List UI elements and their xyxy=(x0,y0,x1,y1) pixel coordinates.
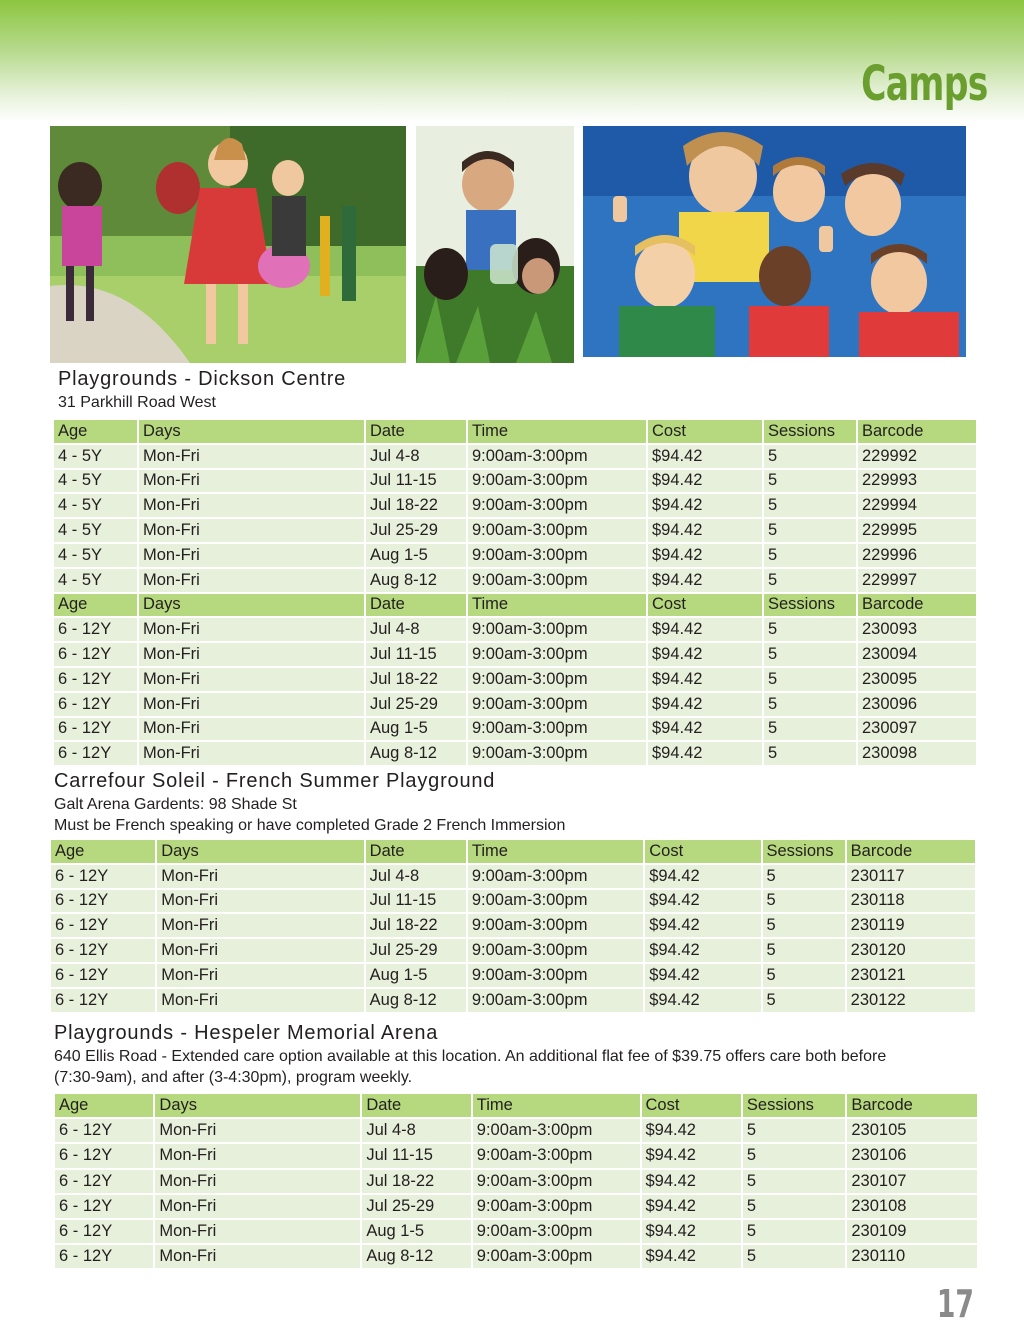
cell-age: 4 - 5Y xyxy=(54,569,137,592)
header-cell-barcode: Barcode xyxy=(858,420,976,443)
cell-barcode: 229995 xyxy=(858,519,976,542)
cell-cost: $94.42 xyxy=(648,445,762,468)
cell-sessions: 5 xyxy=(743,1245,845,1268)
cell-cost: $94.42 xyxy=(648,519,762,542)
header-cell-sessions: Sessions xyxy=(764,420,856,443)
header-cell-days: Days xyxy=(139,594,364,617)
cell-sessions: 5 xyxy=(743,1170,845,1193)
cell-barcode: 230110 xyxy=(847,1245,977,1268)
cell-barcode: 229992 xyxy=(858,445,976,468)
cell-time: 9:00am-3:00pm xyxy=(473,1195,640,1218)
cell-age: 6 - 12Y xyxy=(54,668,137,691)
table-row xyxy=(54,445,976,468)
cell-cost: $94.42 xyxy=(648,569,762,592)
cell-days: Mon-Fri xyxy=(155,1245,360,1268)
cell-days: Mon-Fri xyxy=(139,569,364,592)
cell-sessions: 5 xyxy=(763,890,845,913)
section-title-dickson: Playgrounds - Dickson Centre xyxy=(58,368,347,390)
cell-age: 6 - 12Y xyxy=(54,718,137,741)
table-row xyxy=(55,1220,977,1243)
cell-time: 9:00am-3:00pm xyxy=(468,445,646,468)
cell-time: 9:00am-3:00pm xyxy=(468,643,646,666)
header-cell-time: Time xyxy=(468,420,646,443)
table-row xyxy=(54,668,976,691)
cell-sessions: 5 xyxy=(764,643,856,666)
cell-barcode: 230108 xyxy=(847,1195,977,1218)
cell-time: 9:00am-3:00pm xyxy=(468,989,643,1012)
cell-days: Mon-Fri xyxy=(139,519,364,542)
section-note-carrefour: Must be French speaking or have completed Grade 2 French Immersion xyxy=(54,817,566,834)
cell-sessions: 5 xyxy=(743,1195,845,1218)
cell-time: 9:00am-3:00pm xyxy=(468,742,646,765)
cell-days: Mon-Fri xyxy=(155,1119,360,1142)
children-costumes-running-photo xyxy=(50,126,406,363)
cell-days: Mon-Fri xyxy=(139,445,364,468)
header-cell-days: Days xyxy=(139,420,364,443)
page-title: Camps xyxy=(861,56,988,112)
schedule-table-carrefour xyxy=(49,838,977,1014)
header-cell-cost: Cost xyxy=(648,420,762,443)
header-cell-sessions: Sessions xyxy=(743,1094,845,1117)
cell-cost: $94.42 xyxy=(648,668,762,691)
table-header-row xyxy=(51,840,975,863)
cell-barcode: 230121 xyxy=(847,964,975,987)
cell-barcode: 230109 xyxy=(847,1220,977,1243)
cell-time: 9:00am-3:00pm xyxy=(468,569,646,592)
cell-days: Mon-Fri xyxy=(139,643,364,666)
table-row xyxy=(55,1195,977,1218)
cell-cost: $94.42 xyxy=(648,618,762,641)
cell-date: Jul 18-22 xyxy=(362,1170,470,1193)
cell-age: 6 - 12Y xyxy=(54,643,137,666)
children-with-jar-photo xyxy=(416,126,574,363)
cell-time: 9:00am-3:00pm xyxy=(473,1144,640,1167)
cell-sessions: 5 xyxy=(764,742,856,765)
cell-days: Mon-Fri xyxy=(139,693,364,716)
cell-date: Jul 25-29 xyxy=(362,1195,470,1218)
cell-date: Jul 18-22 xyxy=(366,914,466,937)
cell-age: 6 - 12Y xyxy=(51,964,155,987)
table-row xyxy=(51,964,975,987)
cell-sessions: 5 xyxy=(764,470,856,493)
header-cell-sessions: Sessions xyxy=(764,594,856,617)
header-cell-cost: Cost xyxy=(642,1094,741,1117)
cell-date: Jul 25-29 xyxy=(366,693,466,716)
cell-sessions: 5 xyxy=(764,718,856,741)
header-cell-age: Age xyxy=(54,594,137,617)
cell-barcode: 230117 xyxy=(847,865,975,888)
cell-cost: $94.42 xyxy=(645,865,760,888)
header-cell-barcode: Barcode xyxy=(847,840,975,863)
section-title-hespeler: Playgrounds - Hespeler Memorial Arena xyxy=(54,1022,439,1044)
cell-barcode: 229996 xyxy=(858,544,976,567)
cell-barcode: 229993 xyxy=(858,470,976,493)
cell-days: Mon-Fri xyxy=(139,718,364,741)
cell-barcode: 230094 xyxy=(858,643,976,666)
header-cell-barcode: Barcode xyxy=(847,1094,977,1117)
schedule-table-hespeler xyxy=(53,1092,979,1270)
page-number: 17 xyxy=(936,1282,974,1326)
cell-sessions: 5 xyxy=(743,1119,845,1142)
cell-cost: $94.42 xyxy=(645,989,760,1012)
table-row xyxy=(51,989,975,1012)
cell-time: 9:00am-3:00pm xyxy=(468,865,643,888)
header-cell-sessions: Sessions xyxy=(763,840,845,863)
section-title-carrefour: Carrefour Soleil - French Summer Playground xyxy=(54,770,496,792)
cell-cost: $94.42 xyxy=(648,742,762,765)
section-address-dickson: 31 Parkhill Road West xyxy=(58,394,216,411)
header-cell-cost: Cost xyxy=(648,594,762,617)
table-row xyxy=(54,470,976,493)
cell-days: Mon-Fri xyxy=(157,914,363,937)
header-cell-time: Time xyxy=(473,1094,640,1117)
header-cell-age: Age xyxy=(55,1094,153,1117)
cell-age: 6 - 12Y xyxy=(55,1220,153,1243)
table-row xyxy=(54,718,976,741)
section-address-carrefour: Galt Arena Gardents: 98 Shade St xyxy=(54,796,297,813)
cell-barcode: 230122 xyxy=(847,989,975,1012)
cell-barcode: 230096 xyxy=(858,693,976,716)
cell-sessions: 5 xyxy=(763,914,845,937)
cell-barcode: 230105 xyxy=(847,1119,977,1142)
cell-sessions: 5 xyxy=(763,964,845,987)
cell-cost: $94.42 xyxy=(645,964,760,987)
cell-date: Jul 4-8 xyxy=(366,445,466,468)
cell-days: Mon-Fri xyxy=(157,939,363,962)
cell-sessions: 5 xyxy=(764,494,856,517)
cell-cost: $94.42 xyxy=(648,470,762,493)
header-cell-days: Days xyxy=(155,1094,360,1117)
cell-time: 9:00am-3:00pm xyxy=(468,914,643,937)
cell-cost: $94.42 xyxy=(642,1170,741,1193)
table-row xyxy=(51,865,975,888)
cell-days: Mon-Fri xyxy=(157,890,363,913)
cell-time: 9:00am-3:00pm xyxy=(473,1245,640,1268)
cell-days: Mon-Fri xyxy=(155,1170,360,1193)
kids-thumbs-up-photo xyxy=(583,126,966,357)
cell-cost: $94.42 xyxy=(645,890,760,913)
cell-age: 6 - 12Y xyxy=(54,742,137,765)
cell-cost: $94.42 xyxy=(648,494,762,517)
table-row xyxy=(55,1245,977,1268)
cell-barcode: 230098 xyxy=(858,742,976,765)
table-row xyxy=(54,569,976,592)
cell-sessions: 5 xyxy=(764,668,856,691)
cell-cost: $94.42 xyxy=(642,1119,741,1142)
cell-date: Jul 25-29 xyxy=(366,939,466,962)
cell-age: 4 - 5Y xyxy=(54,519,137,542)
cell-cost: $94.42 xyxy=(645,914,760,937)
cell-cost: $94.42 xyxy=(642,1144,741,1167)
cell-date: Jul 18-22 xyxy=(366,494,466,517)
cell-age: 4 - 5Y xyxy=(54,445,137,468)
cell-time: 9:00am-3:00pm xyxy=(468,890,643,913)
cell-time: 9:00am-3:00pm xyxy=(468,939,643,962)
cell-barcode: 230119 xyxy=(847,914,975,937)
cell-time: 9:00am-3:00pm xyxy=(473,1170,640,1193)
cell-time: 9:00am-3:00pm xyxy=(468,668,646,691)
header-cell-date: Date xyxy=(366,840,466,863)
cell-days: Mon-Fri xyxy=(139,470,364,493)
cell-age: 6 - 12Y xyxy=(51,914,155,937)
cell-date: Aug 1-5 xyxy=(362,1220,470,1243)
cell-sessions: 5 xyxy=(764,519,856,542)
header-cell-age: Age xyxy=(51,840,155,863)
cell-date: Jul 4-8 xyxy=(366,865,466,888)
cell-sessions: 5 xyxy=(764,544,856,567)
header-cell-barcode: Barcode xyxy=(858,594,976,617)
cell-days: Mon-Fri xyxy=(155,1195,360,1218)
cell-sessions: 5 xyxy=(763,939,845,962)
cell-time: 9:00am-3:00pm xyxy=(468,470,646,493)
table-row xyxy=(55,1119,977,1142)
cell-age: 6 - 12Y xyxy=(51,890,155,913)
cell-days: Mon-Fri xyxy=(139,668,364,691)
cell-barcode: 230097 xyxy=(858,718,976,741)
cell-age: 6 - 12Y xyxy=(51,939,155,962)
cell-age: 6 - 12Y xyxy=(55,1245,153,1268)
table-row xyxy=(54,643,976,666)
cell-time: 9:00am-3:00pm xyxy=(468,544,646,567)
table-row xyxy=(54,742,976,765)
cell-age: 4 - 5Y xyxy=(54,470,137,493)
cell-sessions: 5 xyxy=(763,865,845,888)
table-header-row xyxy=(54,594,976,617)
cell-cost: $94.42 xyxy=(648,544,762,567)
cell-age: 6 - 12Y xyxy=(55,1195,153,1218)
cell-barcode: 229994 xyxy=(858,494,976,517)
cell-date: Jul 4-8 xyxy=(366,618,466,641)
cell-date: Aug 8-12 xyxy=(366,989,466,1012)
cell-cost: $94.42 xyxy=(642,1195,741,1218)
section-address-hespeler: 640 Ellis Road - Extended care option available at this location. An additional flat fee of $39.75 offers care both before xyxy=(54,1048,887,1065)
cell-sessions: 5 xyxy=(764,618,856,641)
header-cell-cost: Cost xyxy=(645,840,760,863)
cell-date: Jul 25-29 xyxy=(366,519,466,542)
cell-sessions: 5 xyxy=(764,569,856,592)
cell-barcode: 229997 xyxy=(858,569,976,592)
cell-date: Aug 1-5 xyxy=(366,718,466,741)
cell-days: Mon-Fri xyxy=(157,964,363,987)
cell-date: Jul 4-8 xyxy=(362,1119,470,1142)
cell-time: 9:00am-3:00pm xyxy=(468,693,646,716)
table-header-row xyxy=(55,1094,977,1117)
table-row xyxy=(54,618,976,641)
cell-days: Mon-Fri xyxy=(139,544,364,567)
cell-date: Aug 1-5 xyxy=(366,544,466,567)
cell-days: Mon-Fri xyxy=(139,618,364,641)
header-cell-time: Time xyxy=(468,840,643,863)
table-header-row xyxy=(54,420,976,443)
header-cell-date: Date xyxy=(362,1094,470,1117)
table-row xyxy=(55,1144,977,1167)
cell-barcode: 230095 xyxy=(858,668,976,691)
table-row xyxy=(55,1170,977,1193)
cell-barcode: 230106 xyxy=(847,1144,977,1167)
header-cell-days: Days xyxy=(157,840,363,863)
table-row xyxy=(51,939,975,962)
cell-date: Aug 8-12 xyxy=(366,742,466,765)
cell-time: 9:00am-3:00pm xyxy=(468,718,646,741)
cell-sessions: 5 xyxy=(764,445,856,468)
cell-days: Mon-Fri xyxy=(139,742,364,765)
cell-age: 6 - 12Y xyxy=(54,618,137,641)
cell-cost: $94.42 xyxy=(642,1220,741,1243)
cell-date: Jul 11-15 xyxy=(362,1144,470,1167)
table-row xyxy=(54,494,976,517)
cell-time: 9:00am-3:00pm xyxy=(468,519,646,542)
cell-cost: $94.42 xyxy=(648,643,762,666)
cell-age: 6 - 12Y xyxy=(54,693,137,716)
header-cell-age: Age xyxy=(54,420,137,443)
cell-date: Jul 18-22 xyxy=(366,668,466,691)
cell-age: 4 - 5Y xyxy=(54,494,137,517)
cell-age: 6 - 12Y xyxy=(55,1119,153,1142)
cell-time: 9:00am-3:00pm xyxy=(468,964,643,987)
cell-sessions: 5 xyxy=(763,989,845,1012)
cell-barcode: 230118 xyxy=(847,890,975,913)
cell-age: 6 - 12Y xyxy=(51,865,155,888)
cell-days: Mon-Fri xyxy=(139,494,364,517)
cell-age: 4 - 5Y xyxy=(54,544,137,567)
cell-age: 6 - 12Y xyxy=(51,989,155,1012)
cell-time: 9:00am-3:00pm xyxy=(473,1220,640,1243)
schedule-table-dickson xyxy=(52,418,978,767)
table-row xyxy=(51,890,975,913)
cell-sessions: 5 xyxy=(743,1144,845,1167)
cell-age: 6 - 12Y xyxy=(55,1144,153,1167)
cell-time: 9:00am-3:00pm xyxy=(473,1119,640,1142)
cell-days: Mon-Fri xyxy=(157,865,363,888)
table-row xyxy=(54,519,976,542)
cell-days: Mon-Fri xyxy=(157,989,363,1012)
section-note-hespeler: (7:30-9am), and after (3-4:30pm), program weekly. xyxy=(54,1069,413,1086)
header-cell-date: Date xyxy=(366,594,466,617)
cell-sessions: 5 xyxy=(743,1220,845,1243)
table-row xyxy=(54,544,976,567)
cell-date: Aug 8-12 xyxy=(362,1245,470,1268)
cell-sessions: 5 xyxy=(764,693,856,716)
cell-barcode: 230107 xyxy=(847,1170,977,1193)
cell-days: Mon-Fri xyxy=(155,1220,360,1243)
cell-date: Jul 11-15 xyxy=(366,643,466,666)
cell-days: Mon-Fri xyxy=(155,1144,360,1167)
cell-cost: $94.42 xyxy=(645,939,760,962)
cell-cost: $94.42 xyxy=(648,693,762,716)
cell-barcode: 230120 xyxy=(847,939,975,962)
table-row xyxy=(51,914,975,937)
cell-age: 6 - 12Y xyxy=(55,1170,153,1193)
cell-date: Jul 11-15 xyxy=(366,890,466,913)
header-cell-date: Date xyxy=(366,420,466,443)
cell-date: Aug 1-5 xyxy=(366,964,466,987)
cell-time: 9:00am-3:00pm xyxy=(468,618,646,641)
cell-time: 9:00am-3:00pm xyxy=(468,494,646,517)
cell-date: Jul 11-15 xyxy=(366,470,466,493)
cell-barcode: 230093 xyxy=(858,618,976,641)
cell-cost: $94.42 xyxy=(648,718,762,741)
cell-date: Aug 8-12 xyxy=(366,569,466,592)
cell-cost: $94.42 xyxy=(642,1245,741,1268)
header-cell-time: Time xyxy=(468,594,646,617)
table-row xyxy=(54,693,976,716)
